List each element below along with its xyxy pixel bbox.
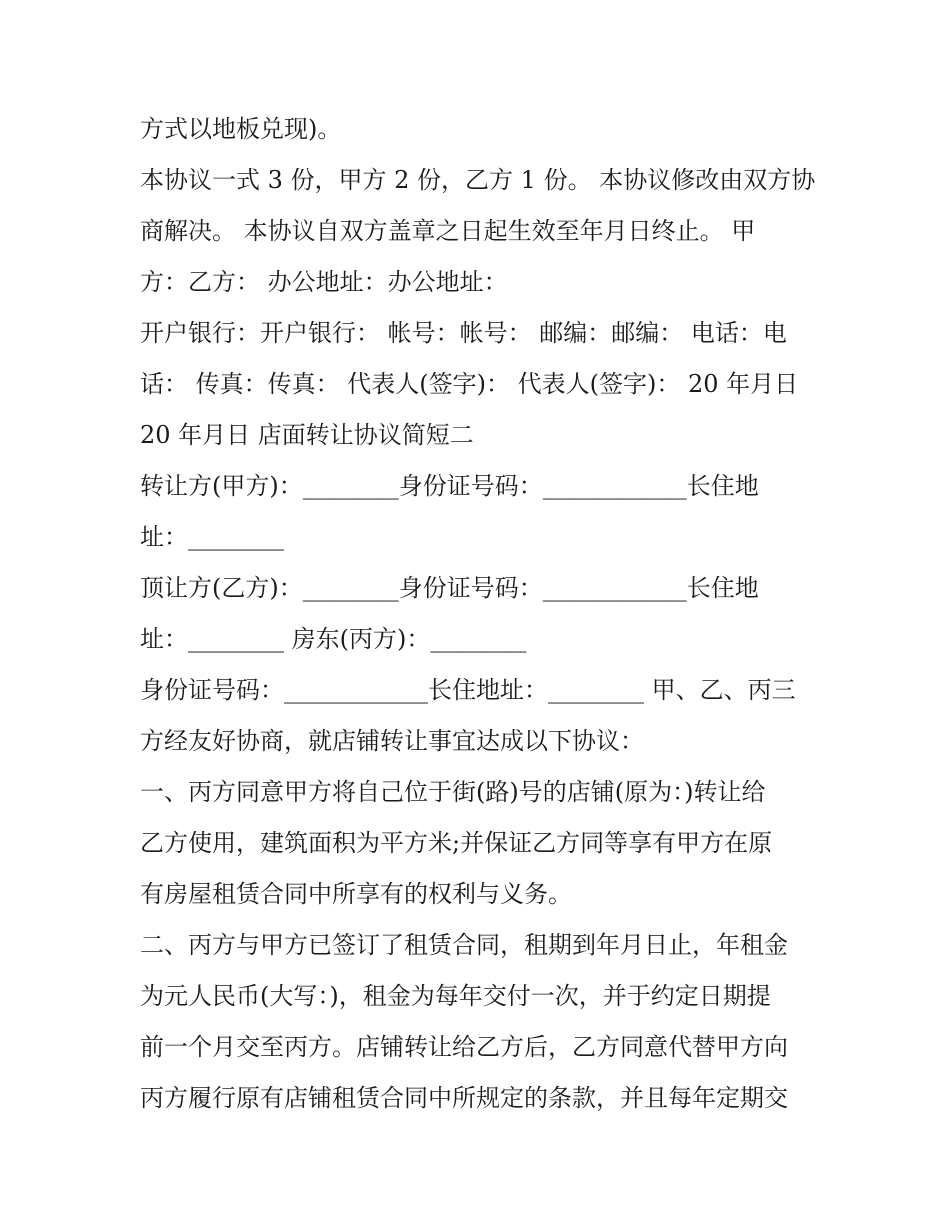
text-line: 址：________	[140, 523, 284, 551]
text-line: 身份证号码：____________长住地址：________ 甲、乙、丙三	[140, 676, 796, 704]
text-line: 一、丙方同意甲方将自己位于街(路)号的店铺(原为：)转让给	[140, 778, 766, 806]
text-line: 二、丙方与甲方已签订了租赁合同，租期到年月日止，年租金	[140, 931, 788, 959]
text-line: 前一个月交至丙方。店铺转让给乙方后，乙方同意代替甲方向	[140, 1033, 788, 1061]
text-line: 址：________ 房东(丙方)：________	[140, 625, 527, 653]
text-line: 转让方(甲方)：________身份证号码：____________长住地	[140, 472, 759, 500]
text-line: 丙方履行原有店铺租赁合同中所规定的条款，并且每年定期交	[140, 1084, 788, 1112]
text-line: 话： 传真：传真： 代表人(签字)： 代表人(签字)： 20 年月日	[140, 370, 799, 398]
text-line: 为元人民币(大写：)，租金为每年交付一次，并于约定日期提	[140, 982, 771, 1010]
text-line: 方式以地板兑现)。	[140, 115, 342, 143]
text-line: 开户银行：开户银行： 帐号：帐号： 邮编：邮编： 电话：电	[140, 319, 787, 347]
text-line: 方经友好协商，就店铺转让事宜达成以下协议：	[140, 727, 644, 755]
text-line: 商解决。 本协议自双方盖章之日起生效至年月日终止。 甲	[140, 217, 756, 245]
document-body	[140, 104, 820, 1124]
text-line: 顶让方(乙方)：________身份证号码：____________长住地	[140, 574, 759, 602]
text-line: 有房屋租赁合同中所享有的权利与义务。	[140, 880, 572, 908]
text-line: 本协议一式 3 份，甲方 2 份，乙方 1 份。 本协议修改由双方协	[140, 166, 816, 194]
text-line: 方：乙方： 办公地址：办公地址：	[140, 268, 508, 296]
text-line: 20 年月日 店面转让协议简短二	[140, 421, 474, 449]
text-line: 乙方使用，建筑面积为平方米;并保证乙方同等享有甲方在原	[140, 829, 773, 857]
